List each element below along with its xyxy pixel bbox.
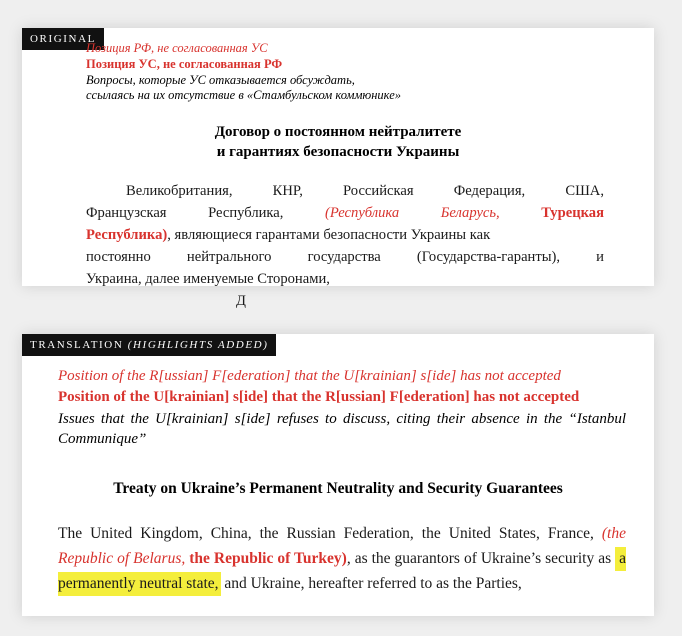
body-line-cut: Д: [236, 293, 246, 309]
note-issues-line: Вопросы, которые УС отказывается обсуждать,: [86, 73, 355, 87]
note-ru-position-en: Position of the R[ussian] F[ederation] that the U[krainian] s[ide] has not accepted: [58, 368, 561, 384]
turkey-ru: Турецкая: [541, 205, 604, 221]
original-tag: ORIGINAL: [22, 28, 104, 50]
treaty-title-line: Договор о постоянном нейтралитете: [214, 124, 462, 140]
body-text: and Ukraine, hereafter referred to as the Parties,: [220, 575, 522, 592]
treaty-body-en: [58, 521, 626, 596]
treaty-title-en: Treaty on Ukraine’s Permanent Neutrality and Security Guarantees: [113, 480, 563, 497]
turkey-en: the Republic of Turkey): [189, 550, 347, 567]
body-text: , as the guarantors of Ukraine’s security as: [346, 550, 616, 567]
body-text: Французская Республика,: [86, 205, 284, 221]
treaty-title-line: и гарантиях безопасности Украины: [216, 144, 460, 160]
translation-tag-note: (HIGHLIGHTS ADDED): [127, 339, 269, 351]
note-issues-en: Issues that the U[krainian] s[ide] refuses to discuss, citing their absence in the “Istanbul Communique”: [58, 411, 626, 447]
translation-tag-label: TRANSLATION: [30, 339, 124, 351]
body-line: Великобритания, КНР, Российская Федерация, США,: [126, 183, 604, 199]
treaty-title-ru: [22, 122, 654, 162]
treaty-body-ru: [86, 180, 604, 312]
note-ru-position: Позиция РФ, не согласованная УС: [86, 41, 268, 55]
body-line: [86, 224, 604, 246]
translation-tag: [22, 334, 276, 356]
highlight-neutral-state: a permanently neutral state,: [58, 547, 626, 596]
note-uk-position: Позиция УС, не согласованная РФ: [86, 57, 283, 71]
body-text: , являющиеся гарантами безопасности Украины как: [167, 227, 491, 243]
belarus-en: (the Republic of Belarus,: [58, 525, 626, 567]
body-text: The United Kingdom, China, the Russian Federation, the United States, France,: [58, 525, 602, 542]
belarus-ru: (Республика Беларусь,: [325, 205, 500, 221]
body-line: [86, 202, 604, 224]
note-issues-line: ссылаясь на их отсутствие в «Стамбульском коммюнике»: [86, 88, 402, 102]
note-uk-position-en: Position of the U[krainian] s[ide] that the R[ussian] F[ederation] has not accepted: [58, 389, 580, 405]
turkey-ru-cont: Республика): [86, 227, 168, 243]
translation-panel: [22, 334, 654, 616]
body-line: Украина, далее именуемые Сторонами,: [86, 271, 330, 287]
original-panel: [22, 28, 654, 309]
body-line: постоянно нейтрального государства (Государства-гаранты), и: [86, 249, 604, 265]
note-issues: [86, 73, 401, 103]
